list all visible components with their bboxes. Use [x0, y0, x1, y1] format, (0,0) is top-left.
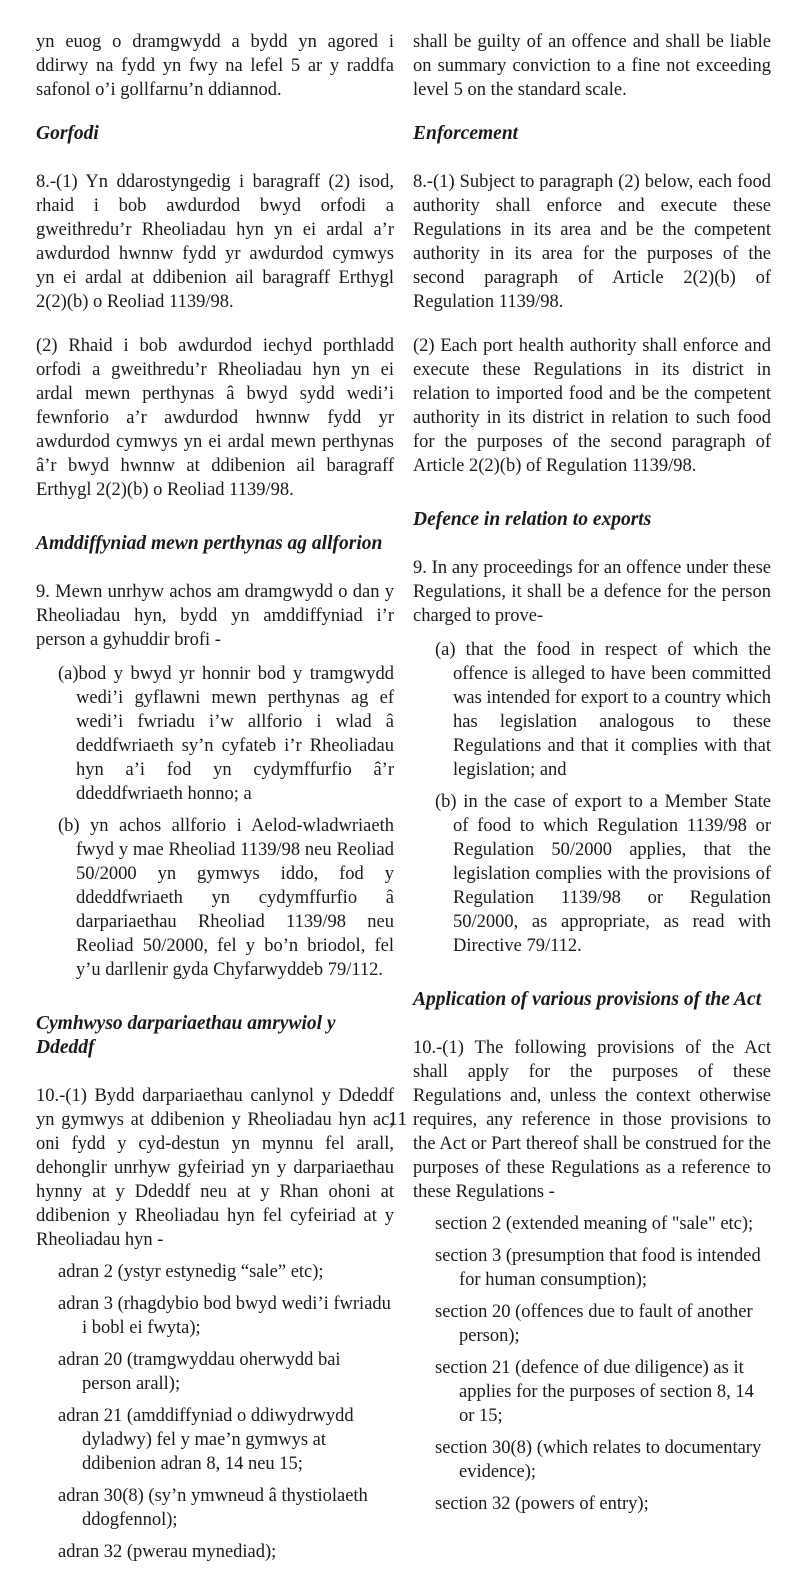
welsh-para-9: 9. Mewn unrhyw achos am dramgwydd o dan y Rheoliadau hyn, bydd yn amddiffyniad i’r person a gyhuddir brofi -: [36, 582, 394, 650]
english-para-10: 10.-(1) The following provisions of the Act shall apply for the purposes of these Regulations and, unless the context otherwise requires, any reference in those provisions to the Act or Part thereof shall be construed for the purposes of these Regulations as a reference to these Regulations -: [413, 1038, 771, 1202]
heading-gorfodi: Gorfodi: [36, 123, 99, 144]
list-item: section 2 (extended meaning of "sale" etc);: [435, 1214, 754, 1234]
english-intro: shall be guilty of an offence and shall be liable on summary conviction to a fine not exceeding level 5 on the standard scale.: [413, 32, 771, 100]
welsh-column: [36, 30, 394, 1584]
welsh-para-10: 10.-(1) Bydd darpariaethau canlynol y Ddeddf yn gymwys at ddibenion y Rheoliadau hyn ac, oni fydd y cyd-destun yn mynnu fel arall, dehonglir unrhyw gyfeiriad yn y darpariaethau hynny at y Ddeddf neu at y Rhan ohoni at ddibenion y Rheoliadau hyn fel cyfeiriad at y Rheoliadau hyn -: [36, 1086, 394, 1250]
heading-defence: Defence in relation to exports: [413, 509, 652, 530]
english-column: [413, 30, 771, 1536]
list-item: adran 21 (amddiffyniad o ddiwydrwydd dyladwy) fel y mae’n gymwys at ddibenion adran 8, 14 neu 15;: [58, 1406, 354, 1474]
welsh-section-list: [36, 1260, 394, 1564]
welsh-para-9-a: (a)bod y bwyd yr honnir bod y tramgwydd wedi’i gyflawni mewn perthynas ag ef wedi’i fwriadu i’w allforio i wlad â deddfwriaeth sy’n cyfateb i’r Rheoliadau hyn a’i fod yn cydymffurfio â’r ddeddfwriaeth honno; a: [58, 664, 394, 804]
english-para-8-2: (2) Each port health authority shall enforce and execute these Regulations in its district in relation to imported food and be the competent authority in its district in relation to such food for the purposes of the second paragraph of Article 2(2)(b) of Regulation 1139/98.: [413, 336, 771, 476]
english-para-8-1: 8.-(1) Subject to paragraph (2) below, each food authority shall enforce and execute these Regulations in its area and be the competent authority in its area for the purposes of the second paragraph of Article 2(2)(b) of Regulation 1139/98.: [413, 172, 771, 312]
page-number: 11: [388, 1108, 408, 1130]
english-para-9: 9. In any proceedings for an offence under these Regulations, it shall be a defence for the person charged to prove-: [413, 558, 771, 626]
welsh-para-9-b: (b) yn achos allforio i Aelod-wladwriaeth fwyd y mae Rheoliad 1139/98 neu Reoliad 50/2000 yn gymwys iddo, fod y ddeddfwriaeth yn cydymffurfio â darpariaethau Rheoliad 1139/98 neu Reoliad 50/2000, fel y bo’n briodol, fel y’u darllenir gyda Chyfarwyddeb 79/112.: [58, 816, 394, 980]
heading-amddiffyniad: Amddiffyniad mewn perthynas ag allforion: [36, 533, 383, 554]
english-para-9-b: (b) in the case of export to a Member State of food to which Regulation 1139/98 or Regulation 50/2000 applies, that the legislation complies with the provisions of Regulation 1139/98 or Regulation 50/2000, as appropriate, as read with Directive 79/112.: [435, 792, 771, 956]
welsh-para-8-1: 8.-(1) Yn ddarostyngedig i baragraff (2) isod, rhaid i bob awdurdod bwyd orfodi a gweithredu’r Rheoliadau hyn yn ei ardal a’r awdurdod hwnnw fydd yr awdurdod cymwys yn ei ardal at ddibenion ail baragraff Erthygl 2(2)(b) o Reoliad 1139/98.: [36, 172, 394, 312]
heading-enforcement: Enforcement: [413, 123, 519, 144]
list-item: adran 32 (pwerau mynediad);: [58, 1542, 277, 1562]
list-item: section 32 (powers of entry);: [435, 1494, 649, 1514]
welsh-intro: yn euog o dramgwydd a bydd yn agored i ddirwy na fydd yn fwy na lefel 5 ar y raddfa safonol o’i gollfarnu’n ddiannod.: [36, 32, 394, 100]
list-item: adran 30(8) (sy’n ymwneud â thystiolaeth ddogfennol);: [58, 1486, 368, 1530]
list-item: section 30(8) (which relates to documentary evidence);: [435, 1438, 762, 1482]
english-section-list: [413, 1212, 771, 1516]
welsh-para-8-2: (2) Rhaid i bob awdurdod iechyd porthladd orfodi a gweithredu’r Rheoliadau hyn yn ei ardal mewn perthynas â bwyd sydd wedi’i fewnforio a’r awdurdod hwnnw fydd yr awdurdod cymwys yn ei ardal mewn perthynas â’r bwyd hwnnw at ddibenion ail baragraff Erthygl 2(2)(b) o Reoliad 1139/98.: [36, 336, 394, 500]
list-item: adran 3 (rhagdybio bod bwyd wedi’i fwriadu i bobl ei fwyta);: [58, 1294, 391, 1338]
list-item: section 3 (presumption that food is intended for human consumption);: [435, 1246, 761, 1290]
heading-cymhwyso: Cymhwyso darpariaethau amrywiol y Ddeddf: [36, 1013, 336, 1058]
list-item: section 20 (offences due to fault of another person);: [435, 1302, 753, 1346]
list-item: section 21 (defence of due diligence) as it applies for the purposes of section 8, 14 or 15;: [435, 1358, 754, 1426]
english-para-9-a: (a) that the food in respect of which the offence is alleged to have been committed was intended for export to a country which has legislation analogous to these Regulations and that it complies with that legislation; and: [435, 640, 772, 780]
heading-application: Application of various provisions of the Act: [413, 989, 762, 1010]
list-item: adran 2 (ystyr estynedig “sale” etc);: [58, 1262, 324, 1282]
list-item: adran 20 (tramgwyddau oherwydd bai person arall);: [58, 1350, 341, 1394]
